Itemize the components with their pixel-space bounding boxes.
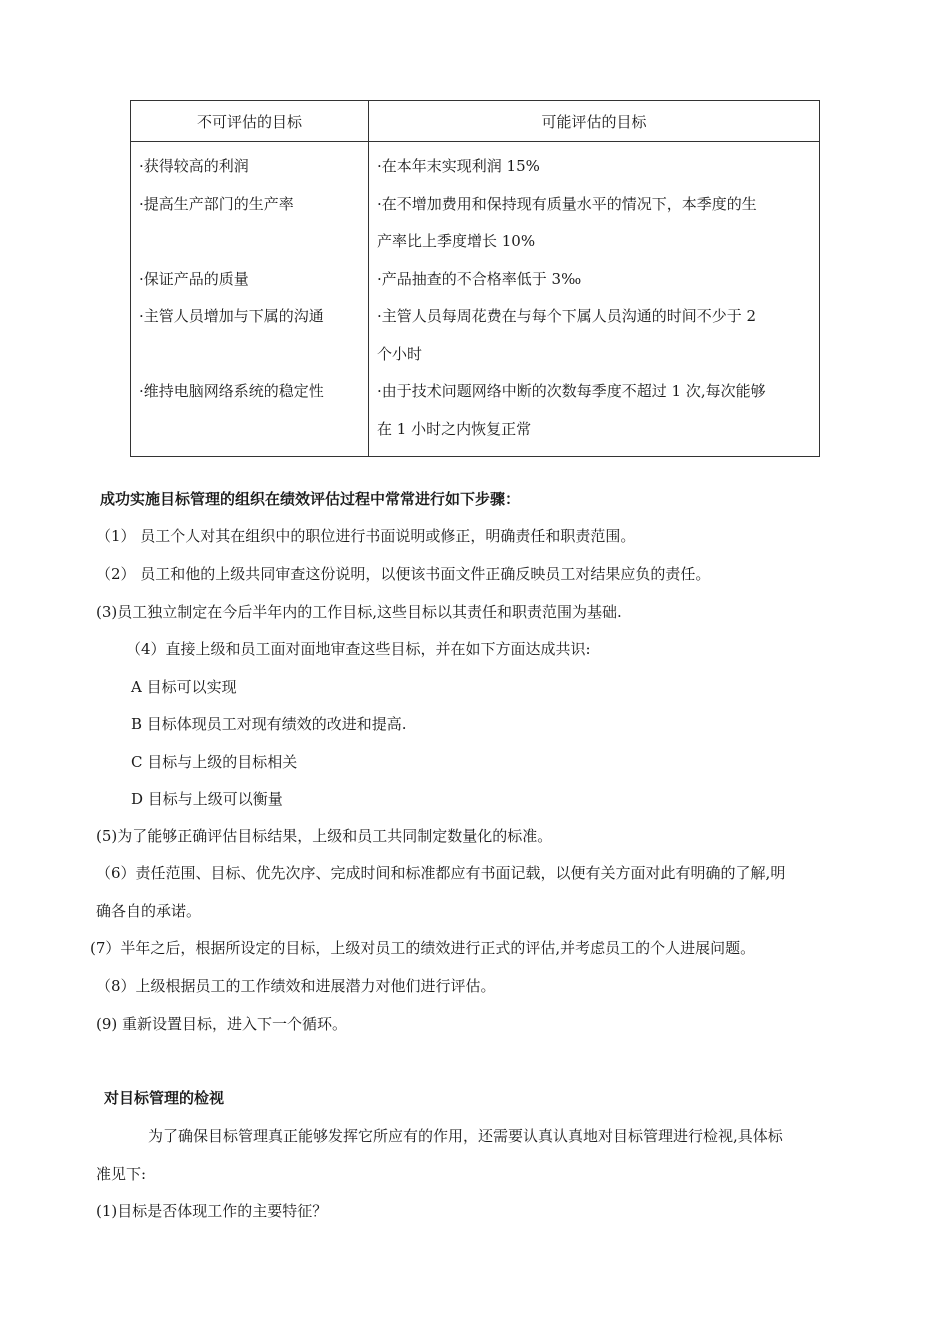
list-item (139, 223, 358, 261)
section-heading-steps: 成功实施目标管理的组织在绩效评估过程中常常进行如下步骤： (100, 490, 521, 508)
list-item: ·维持电脑网络系统的稳定性 (139, 382, 324, 400)
section-heading-review: 对目标管理的检视 (104, 1089, 225, 1107)
step-4-d: D 目标与上级可以衡量 (131, 790, 283, 808)
list-item (139, 336, 358, 374)
list-item: ·产品抽查的不合格率低于 3‰ (377, 269, 582, 288)
list-item (139, 411, 358, 449)
list-item: ·获得较高的利润 (139, 157, 249, 175)
list-item: 在 1 小时之内恢复正常 (377, 419, 532, 438)
step-4-a: A 目标可以实现 (131, 678, 237, 696)
table-row (131, 142, 820, 457)
step-5: (5)为了能够正确评估目标结果，上级和员工共同制定数量化的标准。 (96, 827, 553, 845)
list-item: ·在本年末实现利润 15% (377, 157, 540, 175)
review-paragraph-line-2: 准见下: (96, 1165, 147, 1183)
list-item: ·由于技术问题网络中断的次数每季度不超过 1 次,每次能够 (377, 382, 766, 400)
measurable-goals-cell (369, 142, 820, 457)
list-item: ·在不增加费用和保持现有质量水平的情况下，本季度的生 (377, 194, 757, 213)
unmeasurable-goals-cell (131, 142, 369, 457)
review-paragraph-line-1: 为了确保目标管理真正能够发挥它所应有的作用，还需要认真认真地对目标管理进行检视,具体标 (148, 1127, 783, 1145)
step-2: （2） 员工和他的上级共同审查这份说明，以便该书面文件正确反映员工对结果应负的责任。 (96, 565, 711, 583)
step-4-c: C 目标与上级的目标相关 (131, 753, 298, 771)
step-4-b: B 目标体现员工对现有绩效的改进和提高. (131, 715, 407, 733)
list-item: ·保证产品的质量 (139, 269, 249, 288)
step-1: （1） 员工个人对其在组织中的职位进行书面说明或修正，明确责任和职责范围。 (96, 527, 636, 545)
step-9: (9) 重新设置目标，进入下一个循环。 (96, 1015, 348, 1033)
step-4: （4）直接上级和员工面对面地审查这些目标，并在如下方面达成共识: (126, 640, 591, 658)
list-item: 产率比上季度增长 10% (377, 232, 536, 250)
header-unmeasurable: 不可评估的目标 (131, 101, 369, 142)
step-3: (3)员工独立制定在今后半年内的工作目标,这些目标以其责任和职责范围为基础. (96, 603, 622, 621)
step-7: (7）半年之后，根据所设定的目标，上级对员工的绩效进行正式的评估,并考虑员工的个人进展问题。 (90, 939, 756, 957)
list-item: ·提高生产部门的生产率 (139, 194, 294, 213)
list-item: ·主管人员每周花费在与每个下属人员沟通的时间不少于 2 (377, 307, 757, 325)
step-6: （6）责任范围、目标、优先次序、完成时间和标准都应有书面记载，以便有关方面对此有明确的了解,明 (96, 864, 786, 882)
list-item: ·主管人员增加与下属的沟通 (139, 307, 324, 325)
review-item-1: (1)目标是否体现工作的主要特征？ (96, 1202, 328, 1220)
list-item: 个小时 (377, 344, 423, 363)
goals-table (130, 100, 820, 457)
step-8: （8）上级根据员工的工作绩效和进展潜力对他们进行评估。 (96, 977, 496, 995)
step-6-continued: 确各自的承诺。 (96, 902, 202, 920)
table-header-row (131, 101, 820, 142)
header-measurable: 可能评估的目标 (369, 101, 820, 142)
